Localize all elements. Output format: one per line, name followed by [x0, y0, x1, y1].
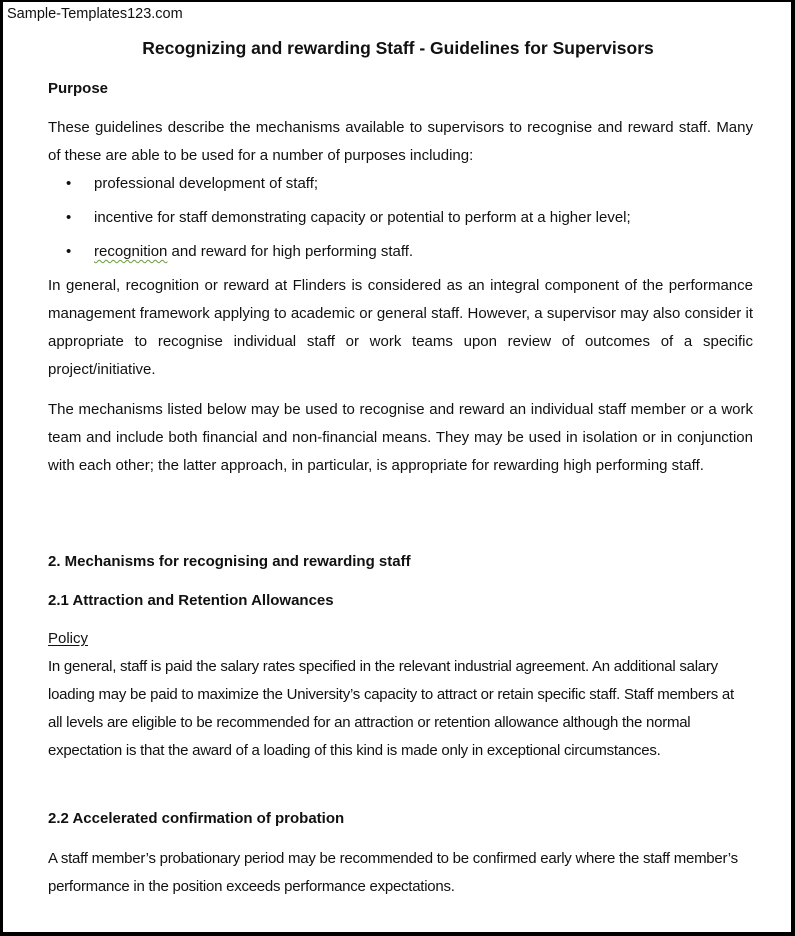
purpose-paragraph-2: The mechanisms listed below may be used to recognise and reward an individual staff member or a work team and include both financial and non-financial means. They may be used in isolation or in conjunction with each other; the latter approach, in particular, is appropriate for rewarding high performing staff. — [48, 401, 753, 474]
section-2-2-body: A staff member’s probationary period may be recommended to be confirmed early where the staff member’s performance in the position exceeds performance expectations. — [48, 850, 738, 895]
bullet-icon: • — [66, 209, 72, 226]
section-2-2-heading: 2.2 Accelerated confirmation of probation — [48, 810, 345, 827]
bullet-text: recognition and reward for high performing staff. — [94, 243, 414, 260]
bullet-text: incentive for staff demonstrating capacity or potential to perform at a higher level; — [94, 209, 631, 226]
purpose-paragraph-1: In general, recognition or reward at Flinders is considered as an integral component of the performance management framework applying to academic or general staff. However, a supervisor may also consider it appropriate to recognise individual staff or work teams upon review of outcomes of a specific project/initiative. — [48, 277, 753, 378]
watermark: Sample-Templates123.com — [7, 6, 183, 22]
policy-label: Policy — [48, 630, 89, 647]
bullet-text: professional development of staff; — [94, 175, 319, 192]
document-title: Recognizing and rewarding Staff - Guidelines for Supervisors — [142, 38, 654, 58]
purpose-heading: Purpose — [48, 80, 109, 97]
spellcheck-flagged-word[interactable]: recognition — [94, 243, 168, 260]
bullet-icon: • — [66, 243, 72, 260]
section-2-1-heading: 2.1 Attraction and Retention Allowances — [48, 592, 334, 609]
section-2-1-body: In general, staff is paid the salary rates specified in the relevant industrial agreement. An additional salary loading may be paid to maximize the University’s capacity to attract or retain specific staff. Staff members at all levels are eligible to be recommended for an attraction or retention allowance although the normal expectation is that the award of a loading of this kind is made only in exceptional circumstances. — [48, 658, 734, 759]
purpose-intro: These guidelines describe the mechanisms available to supervisors to recognise and reward staff. Many of these are able to be used for a number of purposes including: — [48, 119, 753, 164]
bullet-icon: • — [66, 175, 72, 192]
document-page — [3, 2, 791, 932]
section-2-heading: 2. Mechanisms for recognising and rewarding staff — [48, 553, 411, 570]
